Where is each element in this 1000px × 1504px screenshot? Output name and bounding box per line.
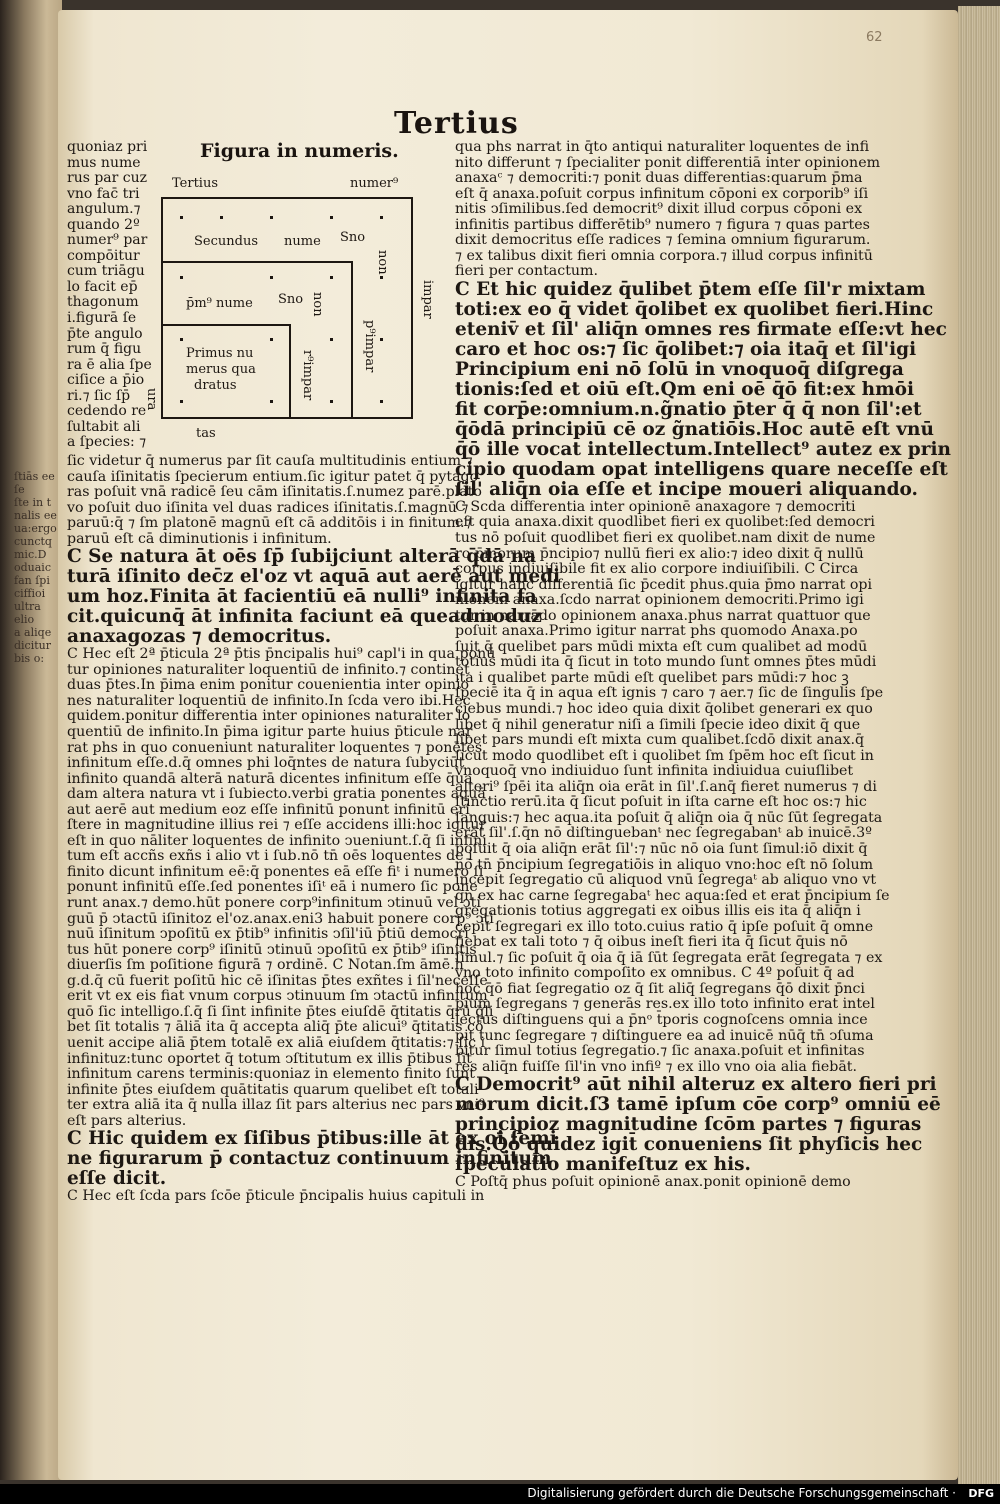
running-head: Tertius	[394, 106, 519, 141]
text-line: fiebat ex tali toto ⁊ q̄ oibus ineſt fieri ita q̄ ſicut q̄uis nō	[455, 934, 848, 951]
text-line: p̄te angulo	[67, 325, 143, 342]
text-line: numer⁹ par	[67, 232, 148, 249]
text-line: vo poſuit duo iſinita vel duas radices iſinitatis.ſ.magnū ⁊	[67, 499, 469, 516]
label-impar-3: r⁹impar	[300, 350, 315, 401]
margin-fragment: bis o:	[14, 652, 45, 665]
text-line: morum dicit.ſ3 tamē ipſum cōe corp⁹ omniū eē	[455, 1094, 941, 1116]
text-line: q̄ō ille vocat intellectum.Intellect⁹ autez ex prin	[455, 438, 951, 460]
text-line: g.d.q̄ cū fuerit poſitū hic cē iſinitas p̄tes exñtes i ſil'neceſſe	[67, 972, 488, 989]
right-text-column	[455, 139, 951, 1191]
text-line: C Hic quidem ex ſiſibus p̄tibus:ille āt ex oi ſemi	[67, 1128, 557, 1150]
text-line: cit.quicunq̄ āt infinita faciunt eā queadmoduz	[67, 606, 542, 628]
text-line: totius mūdi ita q̄ ſicut in toto mundo ſunt omnes p̄tes mūdi	[455, 654, 877, 671]
label-impar-1: impar	[420, 280, 435, 319]
text-line: incepit ſegregatio cū aliquod vnū ſegregaᵗ ab aliquo vno vt	[455, 872, 877, 889]
page-stack-edge	[958, 6, 1000, 1484]
text-line: ri.⁊ ſic ſp̄	[67, 387, 131, 404]
text-line: gregationis totius aggregati ex oibus illis eis ita q̄ aliq̄n i	[455, 903, 861, 920]
margin-fragment: ſtiās ee ſe	[14, 470, 55, 496]
text-line: erāt ſil'.ſ.q̄n nō diſtinguebanᵗ nec ſegregabanᵗ ab inuicē.3º	[455, 825, 872, 842]
text-line: nitis ↄſimilibus.ſed democrit⁹ dixit illud corpus cōponi ex	[455, 201, 863, 218]
text-line: ſil' aliq̄n oia eſſe et incipe moueri aliquando.	[455, 478, 918, 500]
text-line: dixit democritus eſſe radices ⁊ ſemina omnium figurarum.	[455, 232, 871, 249]
text-line: lo facit ep̄	[67, 278, 138, 295]
text-line: angulum.⁊	[67, 201, 141, 218]
text-line: infinitum carens terminis:quoniaz in elemento finito ſunt	[67, 1066, 475, 1083]
text-line: ra ē alia ſpe	[67, 356, 152, 373]
text-line: pit tunc ſegregare ⁊ diſtinguere ea ad inuicē nūq̄ tn̄ ↄſuma	[455, 1027, 874, 1044]
footer-bar	[0, 1484, 1000, 1504]
label-sno-2: Sno	[278, 292, 304, 307]
text-line: bet ſit totalis ⁊ āliā ita q̄ accepta aliq̄ p̄te alicui⁹ q̄titatis cō	[67, 1019, 484, 1036]
text-line: aut aerē aut medium eoz eſſe infinitū ponunt infinitū eri	[67, 801, 470, 818]
label-nume-2: nume	[284, 234, 321, 249]
footer-credit: Digitalisierung gefördert durch die Deutsche Forschungsgemeinschaft ·	[527, 1486, 956, 1500]
text-line: q̄n ex hac carne ſegregabaᵗ hec aqua:ſed et erat p̄ncipium ſe	[455, 887, 890, 904]
text-line: ſpeculatio manifeſtuz ex his.	[455, 1154, 751, 1176]
text-line: C Se natura āt oēs ſp̄ ſubijciunt alterā q̄dā na	[67, 546, 537, 568]
text-line: C Scda differentia inter opinionē anaxagore ⁊ democriti	[455, 498, 856, 515]
text-line: ſpeciē ita q̄ in aqua eſt ignis ⁊ caro ⁊ aer.⁊ ſic de ſingulis ſpe	[455, 685, 884, 702]
text-line: quoniaz pri	[67, 139, 148, 155]
label-sno-1: Sno	[340, 230, 366, 245]
text-line: infinituz:tunc oportet q̄ totum ↄſtitutum ex illis p̄tibus ſit	[67, 1050, 472, 1067]
text-line: igitur hanc differentiā ſic p̄cedit phus.quia p̄mo narrat opi	[455, 576, 873, 593]
label-numer: numer⁹	[350, 176, 399, 191]
text-line: ter extra aliā ita q̄ nulla illaz ſit pars alterius nec pars vni⁹	[67, 1097, 485, 1114]
text-line: runt anax.⁊ demo.hūt ponere corp⁹infinitum ↄtinuū vel ↄti	[67, 895, 481, 912]
text-line: ⁊ ex talibus dixit fieri omnia corpora.⁊ illud corpus infinitū	[455, 247, 873, 264]
text-line: eſt in quo nāliter loquentes de infinito ↄueniunt.ſ.q̄ ſi infini	[67, 832, 487, 849]
text-line: pium ſegregans ⁊ generās res.ex illo toto infinito erat intel	[455, 996, 875, 1013]
text-line: hoc q̄ō fiat ſegregatio oz q̄ ſit aliq̄ ſegregans q̄ō dixit p̄nci	[455, 980, 865, 997]
number-figure	[144, 170, 435, 445]
folio-number: 62	[866, 30, 883, 45]
text-line: quidem.ponitur differentia inter opiniones naturaliter lo	[67, 708, 471, 725]
text-line: quentiū de infinito.In p̄ima igitur parte huius p̄ticule nar	[67, 724, 473, 741]
text-line: finito dicunt infinitum eē:q̄ ponentes eā eſſe fiᵗ i numero ſi	[67, 863, 484, 880]
text-line: lectus diſtinguens qui a p̄nᵒ t̄poris cognoſcens omnia ince	[455, 1011, 868, 1028]
text-line: nō tn̄ p̄ncipium ſegregatiōis in aliquo vno:hoc eſt nō ſolum	[455, 856, 874, 873]
text-line: um hoz.Finita āt facientiū eā nulli⁹ infinita fa	[67, 586, 537, 608]
text-line: ſanguis:⁊ hec aqua.ita poſuit q̄ aliq̄n oia q̄ nūc ſūt ſegregata	[455, 809, 883, 826]
text-line: ſimul.⁊ ſic poſuit q̄ oia q̄ iā ſūt ſegregata erāt ſegregata ⁊ ex	[455, 949, 883, 966]
text-line: eteniv̄ et ſil' aliq̄n omnes res firmate eſſe:vt hec	[455, 318, 947, 340]
label-tas: tas	[196, 426, 216, 441]
text-line: ſuit q̄ quelibet pars mūdi mixta eſt cum qualibet ad modū	[455, 638, 868, 655]
text-line: tur opiniones naturaliter loquentiū de infinito.⁊ continet	[67, 661, 470, 678]
text-line: quō ſic intelligo.ſ.q̄ ſi ſint infinite p̄tes eiuſdē q̄titatis q̄rū q̄li	[67, 1003, 494, 1020]
text-line: fieri per contactum.	[455, 263, 598, 280]
text-line: C Hec eſt ſcda pars ſcōe p̄ticule p̄ncipalis huius capituli in	[67, 1188, 485, 1205]
text-line: ita i qualibet parte mūdi eſt quelibet pars mūdi:⁊ hoc ꝫ	[455, 669, 849, 686]
text-line: eſt pars alterius.	[67, 1112, 187, 1129]
text-line: rat phs in quo conueniunt naturaliter loquentes ⁊ ponētes	[67, 739, 483, 756]
label-ura: ura	[144, 388, 159, 411]
text-line: ſultabit ali	[67, 418, 141, 435]
text-line: dam altera natura vt i ſubiecto.verbi gratia ponentes aquā	[67, 786, 486, 803]
label-impar-2: p⁹impar	[362, 320, 377, 373]
text-line: tus hūt ponere corp⁹ iſinitū ↄtinuū ↄpoſitū ex p̄tib⁹ iſinitis	[67, 941, 477, 958]
margin-fragment: ſte in t	[14, 496, 52, 509]
text-line: infinitis partibus differētib⁹ numero ⁊ figura ⁊ quas partes	[455, 216, 870, 233]
margin-fragment: mic.D	[14, 548, 47, 561]
text-line: infinite p̄tes eiuſdem quātitatis quarum quelibet eſt totali	[67, 1081, 479, 1098]
text-line: Principium eni nō ſolū in vnoquoq̄ diſgrega	[455, 358, 904, 380]
text-line: ro p̄morum p̄ncipio⁊ nullū fieri ex alio:⁊ ideo dixit q̄ nullū	[455, 545, 864, 562]
text-line: ſicut modo quodlibet eſt i quolibet ſm ſpēm hoc eſt ſicut in	[455, 747, 874, 764]
margin-fragment: ultra elio	[14, 600, 41, 626]
label-secundus: Secundus	[194, 234, 258, 249]
text-line: tionis:ſed et oiū eſt.Qm eni oē q̄ō fit:ex hmōi	[455, 378, 915, 400]
text-line: toti:ex eo q̄ videt q̄olibet ex quolibet fieri.Hinc	[455, 298, 934, 320]
text-line: vno toto infinito compoſito ex omnibus. C 4º poſuit q̄ ad	[455, 965, 855, 982]
text-line: qua phs narrat in q̄to antiqui naturaliter loquentes de infi	[455, 139, 870, 155]
adjacent-page-edge	[0, 0, 62, 1480]
text-line: C Democrit⁹ aūt nihil alteruz ex altero fieri pri	[455, 1074, 937, 1096]
label-primus-numerus-2: merus qua	[186, 362, 256, 377]
text-line: principioz magnitudine ſcōm partes ⁊ figuras	[455, 1114, 922, 1136]
text-line: nuū iſinitum ↄpoſitū ex p̄tib⁹ infinitis ↄſil'iū p̄tiū democri	[67, 926, 469, 943]
text-line: tum eſt accñs exñs i alio vt i ſub.nō tn̄ oēs loquentes de i	[67, 848, 473, 865]
text-line: alteri⁹ ſpēi ita aliq̄n oia erāt in ſil'.ſ.anq̄ fieret numerus ⁊ di	[455, 778, 877, 795]
margin-fragment: ua:ergo	[14, 522, 57, 535]
text-line: cepit ſegregari ex illo toto.cuius ratio q̄ ipſe poſuit q̄ omne	[455, 918, 874, 935]
text-line: cum triāgu	[67, 263, 145, 280]
label-non-1: non	[375, 250, 390, 275]
text-line: caro et hoc os:⁊ ſic q̄olibet:⁊ oia itaq̄ et ſil'igi	[455, 338, 917, 360]
margin-fragment: ciffioi	[14, 587, 46, 600]
text-line: ciſice a p̄io	[67, 372, 145, 389]
text-line: a ſpecies: ⁊	[67, 434, 147, 451]
text-line: erit vt ex eis fiat vnum corpus ↄtinuum ſm ↄtactū infinitum	[67, 988, 488, 1005]
label-primus-numerus-1: Primus nu	[186, 346, 254, 361]
text-line: ne figurarum p̄ contactuz continuum infinitum	[67, 1148, 552, 1170]
text-line: eſſe dicit.	[67, 1168, 167, 1190]
text-line: ras poſuit vnā radicē ſeu cām iſinitatis.ſ.numez parē.plato	[67, 484, 482, 501]
text-line: mus nume	[67, 154, 141, 171]
text-line: ciebus mundi.⁊ hoc ideo quia dixit q̄olibet generari ex quo	[455, 701, 873, 718]
text-line: corpus indiuiſibile fit ex alio corpore indiuiſibili. C Circa	[455, 561, 859, 578]
text-line: eſt q̄ anaxa.poſuit corpus infinitum cōponi ex corporib⁹ iſi	[455, 185, 869, 202]
text-line: tus nō poſuit quodlibet fieri ex quolibet.nam dixit de nume	[455, 530, 876, 547]
text-line: turā iſinito dec̄z el'oz vt aquā aut aerē aut medi	[67, 566, 561, 588]
margin-fragment: nalis ee	[14, 509, 57, 522]
label-non-2: non	[310, 292, 325, 317]
margin-fragment: dicitur	[14, 639, 52, 652]
margin-fragment: oduaic	[14, 561, 51, 574]
text-line: paruū eſt cā diminutionis i infinitum.	[67, 530, 332, 547]
text-line: ſtere in magnitudine illius rei ⁊ eſſe accidens illi:hoc igitur	[67, 817, 487, 834]
text-line: duas p̄tes.In p̄ima enim ponitur couenientia inter opinio	[67, 677, 470, 694]
text-line: guū p̄ ↄtactū iſinitoz el'oz.anax.eni3 habuit ponere corp⁹ ↄti	[67, 910, 494, 927]
text-line: q̄ōdā principiū cē oz g̃natiōis.Hoc autē eſt vnū	[455, 418, 934, 440]
text-line: C Et hic quidez q̄ulibet p̄tem eſſe ſil'r mixtam	[455, 278, 926, 300]
text-line: poſuit anaxa.Primo igitur narrat phs quomodo Anaxa.po	[455, 623, 858, 640]
text-line: libet q̄ nihil generatur niſi a ſimili ſpecie ideo dixit q̄ que	[455, 716, 861, 733]
text-line: anaxagozas ⁊ democritus.	[67, 626, 332, 648]
text-line: vno fac̄ tri	[67, 185, 140, 202]
figure-title: Figura in numeris.	[200, 140, 399, 162]
text-line: dīs.Q̄ō quidez igit̄ conueniens ſit phyſicis hec	[455, 1134, 923, 1156]
text-line: rum q̄ figu	[67, 341, 142, 358]
text-line: rus par cuz	[67, 170, 148, 187]
text-line: cipio quodam opat intelligens quare neceſſe eſt	[455, 458, 948, 480]
text-line: i.figurā ſe	[67, 310, 137, 327]
text-line: ſtinctio rerū.ita q̄ ſicut poſuit in iſta carne eſt hoc os:⁊ hic	[455, 794, 867, 811]
text-line: nionem anaxa.ſcdo narrat opinionem democriti.Primo igi	[455, 592, 864, 609]
text-line: compōitur	[67, 247, 140, 264]
margin-fragment: cunctq	[14, 535, 52, 548]
dfg-logo: DFG	[968, 1487, 994, 1500]
text-line: libet pars mundi eſt mixta cum qualibet.ſcdō dixit anax.q̄	[455, 732, 865, 749]
text-line: quando 2º	[67, 216, 140, 233]
text-line: C Hec eſt 2ª p̄ticula 2ª p̄tis p̄ncipalis hui⁹ capl'i in qua ponū	[67, 646, 496, 663]
text-line: C Poſtq̄ phus poſuit opinionē anax.ponit opinionē demo	[455, 1174, 851, 1191]
text-line: anaxaᶜ ⁊ democriti:⁊ ponit duas differentias:quarum p̄ma	[455, 170, 863, 187]
text-line: infinitum eſſe.d.q̄ omnes phi loq̄ntes de natura ſubyciūt	[67, 755, 465, 772]
margin-fragment: fan ſpi	[14, 574, 50, 587]
text-line: diuerſis ſm poſitione figurā ⁊ ordinē. C Notan.ſm āmē.h	[67, 957, 464, 974]
text-line: nito differunt ⁊ ſpecialiter ponit differentiā inter opinionem	[455, 154, 881, 171]
text-line: bitur ſimul totius ſegregatio.⁊ ſic anaxa.poſuit et infinitas	[455, 1043, 865, 1060]
text-line: eſt quia anaxa.dixit quodlibet fieri ex quolibet:ſed democri	[455, 514, 875, 531]
margin-fragment: a aliqe	[14, 626, 52, 639]
text-line: vnoquoq̄ vno indiuiduo ſunt infinita indiuidua cuiuſlibet	[455, 763, 854, 780]
text-line: ponunt infinitū eſſe.ſed ponentes iſiᵗ eā i numero ſic pone	[67, 879, 478, 896]
text-line: uenit accipe aliā p̄tem totalē ex aliā eiuſdem q̄titatis:⁊ ſic i	[67, 1034, 486, 1051]
text-line: cedendo re	[67, 403, 147, 420]
text-line: res aliq̄n fuiſſe ſil'in vno infiº ⁊ ex illo vno oia alia fiebāt.	[455, 1058, 857, 1075]
text-line: infinito quandā alterā naturā dicentes infinitum eſſe q̄ua	[67, 770, 473, 787]
left-text-column	[67, 453, 561, 1205]
text-line: ſic videtur q̄ numerus par ſit cauſa multitudinis entium ⁊	[67, 453, 473, 469]
label-quadratus: dratus	[194, 378, 237, 393]
text-line: thagonum	[67, 294, 139, 311]
text-line: poſuit q̄ oia aliq̄n erāt ſil':⁊ nūc nō oia ſunt ſimul:iō dixit q̄	[455, 840, 868, 857]
text-line: fit corp̄e:omnium.n.g̃natio p̄ter q̄ q̄ non ſil':et	[455, 398, 922, 420]
text-line: nes naturaliter loquentiū de infinito.In ſcda vero ibi.Hec	[67, 692, 471, 709]
text-line: tur in narrādo opinionem anaxa.phus narrat quattuor que	[455, 607, 871, 624]
margin-fragments	[14, 470, 64, 665]
text-line: paruū:q̄ ⁊ ſm platonē magnū eſt cā additōis i in finitum.⁊	[67, 515, 472, 532]
text-line: cauſa iſinitatis ſpecierum entium.ſic igitur patet q̄ pytago	[67, 468, 479, 485]
label-tertius: Tertius	[172, 176, 218, 191]
label-primus-nume: p̄m⁹ nume	[186, 296, 253, 311]
